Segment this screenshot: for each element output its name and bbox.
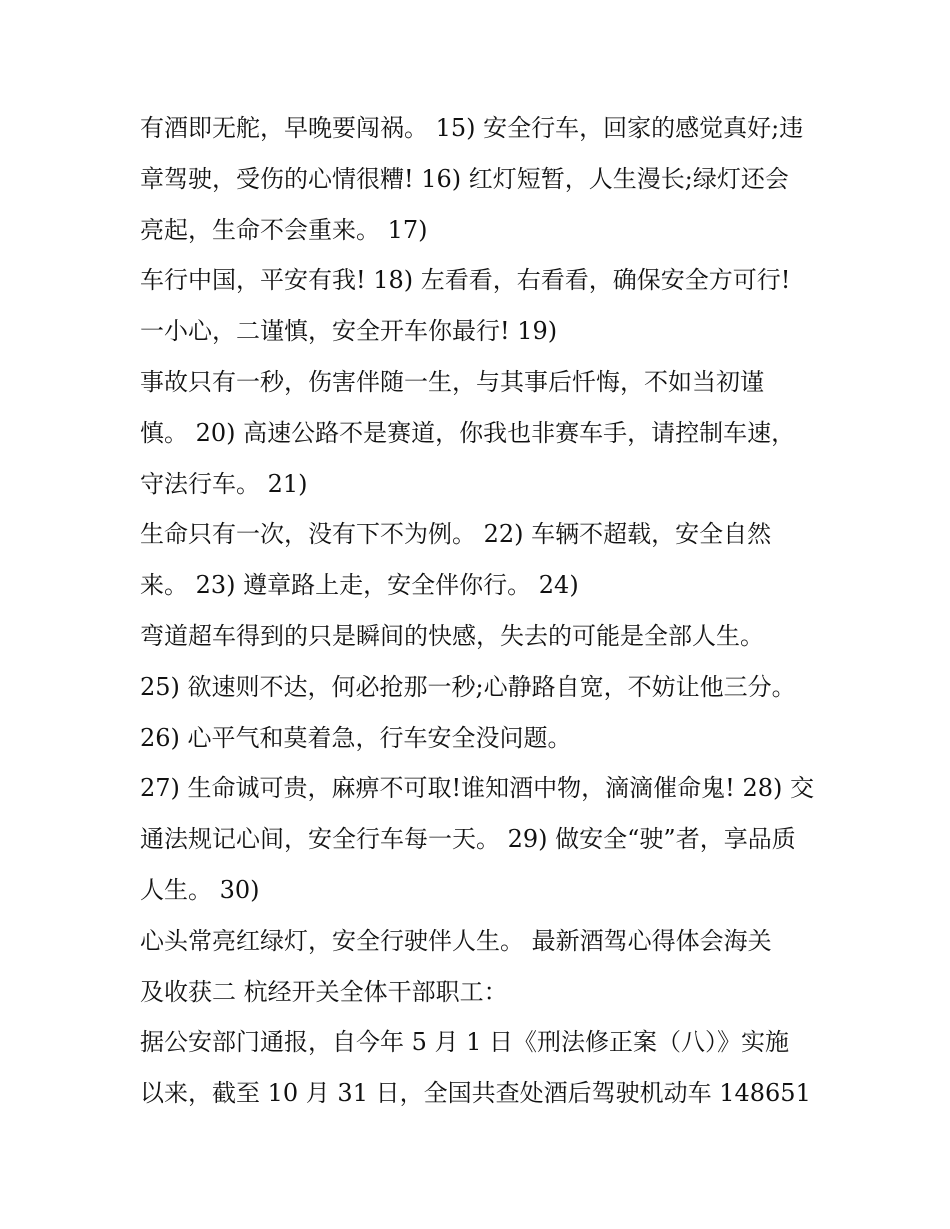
text-line: 事故只有一秒，伤害伴随一生，与其事后忏悔，不如当初谨	[140, 367, 764, 396]
text-line: 人生。 30)	[140, 875, 260, 904]
text-line: 25) 欲速则不达，何必抢那一秒;心静路自宽，不妨让他三分。	[140, 672, 796, 701]
text-line: 据公安部门通报，自今年 5 月 1 日《刑法修正案（八）》实施	[140, 1028, 790, 1057]
text-line: 慎。 20) 高速公路不是赛道，你我也非赛车手，请控制车速，	[140, 418, 796, 447]
text-line: 有酒即无舵，早晚要闯祸。 15) 安全行车，回家的感觉真好;违	[140, 114, 804, 142]
text-line: 以来，截至 10 月 31 日，全国共查处酒后驾驶机动车 148651	[140, 1079, 811, 1108]
text-line: 26) 心平气和莫着急，行车安全没问题。	[140, 723, 572, 752]
body-text	[140, 108, 830, 1124]
text-line: 通法规记心间，安全行车每一天。 29) 做安全“驶”者，享品质	[140, 825, 796, 854]
text-line: 及收获二 杭经开关全体干部职工：	[140, 977, 508, 1006]
text-line: 章驾驶，受伤的心情很糟! 16) 红灯短暂，人生漫长;绿灯还会	[140, 164, 789, 193]
text-line: 27) 生命诚可贵，麻痹不可取!谁知酒中物，滴滴催命鬼! 28) 交	[140, 774, 814, 803]
text-line: 一小心，二谨慎，安全开车你最行! 19)	[140, 317, 558, 346]
text-line: 弯道超车得到的只是瞬间的快感，失去的可能是全部人生。	[140, 621, 764, 650]
text-line: 心头常亮红绿灯，安全行驶伴人生。 最新酒驾心得体会海关	[140, 926, 772, 955]
text-line: 来。 23) 遵章路上走，安全伴你行。 24)	[140, 571, 579, 600]
text-line: 守法行车。 21)	[140, 469, 308, 498]
text-line: 生命只有一次，没有下不为例。 22) 车辆不超载，安全自然	[140, 520, 772, 549]
text-line: 车行中国，平安有我! 18) 左看看，右看看，确保安全方可行!	[140, 266, 791, 295]
text-line: 亮起，生命不会重来。 17)	[140, 215, 428, 244]
